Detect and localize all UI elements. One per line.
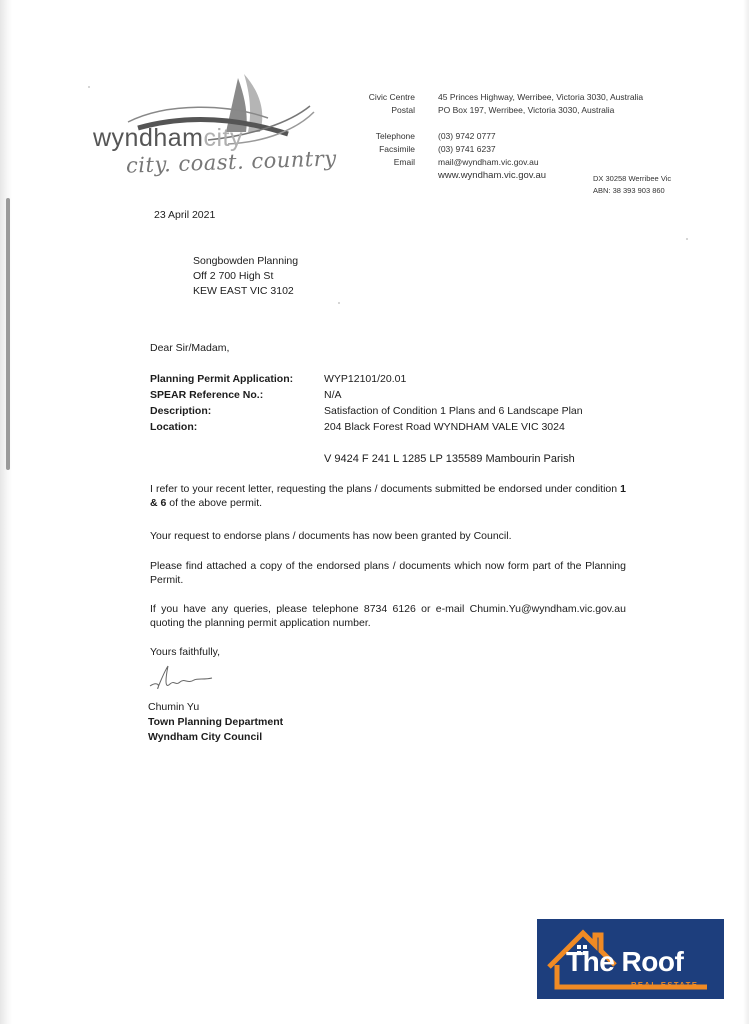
dx-number: DX 30258 Werribee Vic <box>593 174 672 183</box>
civic-centre-address: 45 Princes Highway, Werribee, Victoria 3030, Australia <box>438 92 644 102</box>
postal-address: PO Box 197, Werribee, Victoria 3030, Australia <box>438 105 615 115</box>
paragraph-request: I refer to your recent letter, requesting the plans / documents submitted be endorsed under condition 1 & 6 of the above permit. <box>150 483 626 509</box>
label-telephone: Telephone <box>375 131 415 141</box>
abn-number: ABN: 38 393 903 860 <box>593 186 665 195</box>
signer-name: Chumin Yu <box>148 701 200 713</box>
recipient-line: KEW EAST VIC 3102 <box>193 285 294 297</box>
contact-labels <box>340 91 415 169</box>
label-civic-centre: Civic Centre <box>368 92 415 102</box>
detail-value: Satisfaction of Condition 1 Plans and 6 Landscape Plan <box>324 405 583 417</box>
scrollbar[interactable] <box>6 198 10 470</box>
page-edge-shadow <box>0 0 12 1024</box>
badge-title: The Roof <box>566 946 684 977</box>
facsimile-number: (03) 9741 6237 <box>438 144 496 154</box>
recipient-line: Songbowden Planning <box>193 255 299 267</box>
detail-value: N/A <box>324 389 342 401</box>
label-email: Email <box>393 157 415 167</box>
detail-label: Location: <box>150 421 198 433</box>
telephone-number: (03) 9742 0777 <box>438 131 496 141</box>
logo-wordmark: wyndhamcity <box>93 124 243 152</box>
label-postal: Postal <box>391 105 415 115</box>
signer-department: Town Planning Department <box>148 716 284 728</box>
signature-icon <box>146 662 226 696</box>
scan-speck <box>686 238 688 240</box>
detail-value: 204 Black Forest Road WYNDHAM VALE VIC 3024 <box>324 421 565 433</box>
recipient-address <box>193 254 298 299</box>
detail-row <box>150 403 583 419</box>
the-roof-badge <box>537 919 724 999</box>
detail-label: SPEAR Reference No.: <box>150 389 264 401</box>
legal-description: V 9424 F 241 L 1285 LP 135589 Mambourin Parish <box>324 453 575 465</box>
logo-tagline: city. coast. country <box>125 146 337 178</box>
scan-speck <box>88 86 90 88</box>
website-link[interactable]: www.wyndham.vic.gov.au <box>438 170 547 181</box>
dx-abn-block <box>593 173 671 197</box>
signoff: Yours faithfully, <box>150 646 221 658</box>
recipient-line: Off 2 700 High St <box>193 270 274 282</box>
letter-date: 23 April 2021 <box>154 209 216 221</box>
label-facsimile: Facsimile <box>379 144 415 154</box>
contact-values <box>438 91 678 182</box>
email-address[interactable]: mail@wyndham.vic.gov.au <box>438 157 539 167</box>
signer-block <box>148 700 283 745</box>
detail-value: WYP12101/20.01 <box>324 373 407 385</box>
paragraph-queries: If you have any queries, please telephone 8734 6126 or e-mail Chumin.Yu@wyndham.vic.gov.au quoting the planning permit application number. <box>150 603 626 629</box>
scan-speck <box>338 302 340 304</box>
detail-row <box>150 371 583 387</box>
detail-label: Planning Permit Application: <box>150 373 294 385</box>
detail-row <box>150 419 583 435</box>
permit-details <box>150 371 583 435</box>
signer-organisation: Wyndham City Council <box>148 731 263 743</box>
greeting: Dear Sir/Madam, <box>150 342 230 354</box>
paragraph-granted: Your request to endorse plans / documents has now been granted by Council. <box>150 530 512 542</box>
badge-subtitle: REAL ESTATE <box>631 980 699 989</box>
detail-row <box>150 387 583 403</box>
page-right-edge <box>743 0 749 1024</box>
paragraph-attached: Please find attached a copy of the endorsed plans / documents which now form part of the Planning Permit. <box>150 560 626 586</box>
detail-label: Description: <box>150 405 212 417</box>
